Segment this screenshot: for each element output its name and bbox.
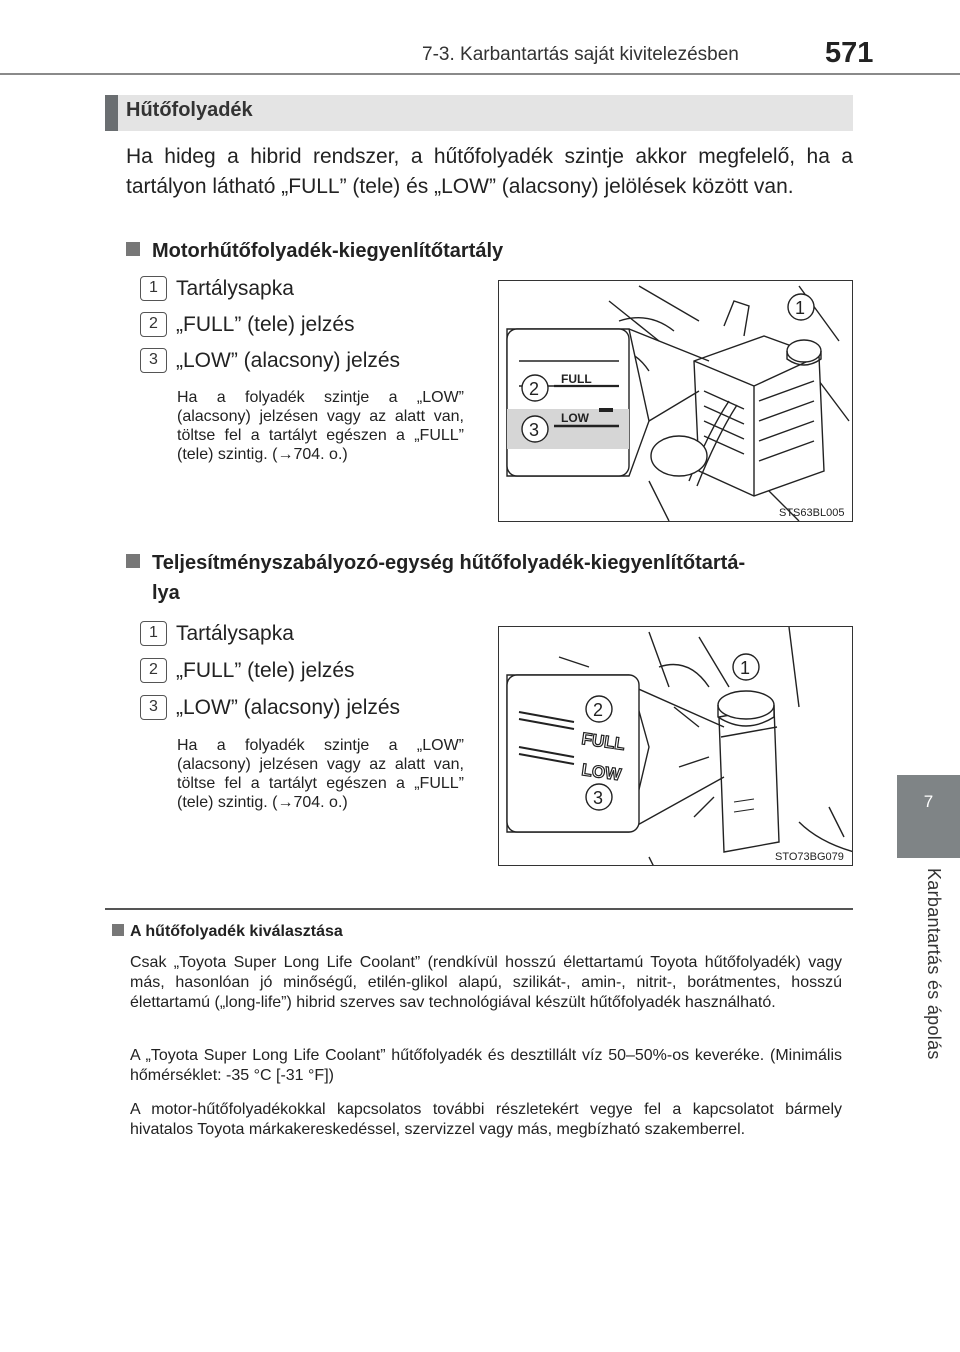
page-number: 571 [825,37,874,69]
chapter-label: Karbantartás és ápolás [924,868,944,1060]
item-label: „LOW” (alacsony) jelzés [176,696,401,719]
callout-1: 1 [740,658,751,678]
low-mark-label: LOW [561,411,589,425]
low-mark-label: LOW [580,760,623,785]
full-mark-label: FULL [580,729,627,755]
number-badge: 1 [140,621,167,646]
subsection-heading-line2: lya [152,582,180,604]
number-badge: 2 [140,658,167,683]
callout-3: 3 [593,788,604,808]
subsection-heading-text: Motorhűtőfolyadék-kiegyenlítőtartály [152,240,504,262]
coolant-paragraph: A „Toyota Super Long Life Coolant” hűtőfolyadék és desztillált víz 50–50%-os keveréke. (Minimális hőmérséklet: -35 °C [-31 °F]) [130,1047,842,1084]
square-bullet-icon [126,242,140,256]
number-badge: 3 [140,348,167,373]
number-badge: 1 [140,276,167,301]
full-mark-label: FULL [561,372,592,386]
band-title: Hűtőfolyadék [126,99,253,121]
square-bullet-icon [112,924,124,936]
coolant-paragraph: Csak „Toyota Super Long Life Coolant” (rendkívül hosszú élettartamú Toyota hűtőfolyadék) vagy más, hasonlóan jó minőségű, etilén-glikol alapú, szilikát-, amin-, nitrit-, borátmentes, hosszú élettartamú („long-life”) hibrid szerves sav technológiával készült hűtőfolyadék használható. [130,954,842,1011]
chapter-tab: 7 [897,775,960,858]
item-label: „LOW” (alacsony) jelzés [176,349,401,372]
section-separator [105,908,853,910]
pcu-reservoir-drawing [499,627,853,866]
square-bullet-icon [126,554,140,568]
item-label: Tartálysapka [176,622,294,645]
item-label: „FULL” (tele) jelzés [176,313,355,336]
header-rule [0,73,960,75]
callout-3: 3 [529,420,540,440]
engine-reservoir-illustration [498,280,853,522]
item-label: „FULL” (tele) jelzés [176,659,355,682]
coolant-paragraph: A motor-hűtőfolyadékokkal kapcsolatos további részletekért vegye fel a kapcsolatot bármely hivatalos Toyota márkakereskedéssel, szervizzel vagy más, megbízható szakemberrel. [130,1101,842,1138]
subsection-heading-line1: Teljesítményszabályozó-egység hűtőfolyadék-kiegyenlítőtartá- [152,552,746,574]
number-badge: 3 [140,695,167,720]
engine-reservoir-drawing [499,281,853,522]
figure-code: STO73BG079 [775,851,844,863]
intro-paragraph: Ha hideg a hibrid rendszer, a hűtőfolyadék szintje akkor megfelelő, ha a tartályon látható „FULL” (tele) és „LOW” (alacsony) jelölések között van. [126,145,853,198]
callout-2: 2 [593,700,604,720]
subsection-heading-pcu-reservoir [126,548,853,608]
refill-note: Ha a folyadék szintje a „LOW” (alacsony) jelzésen vagy az alatt van, töltse fel a tartályt egészen a „FULL” (tele) szintig. (→704. o.) [177,389,464,463]
section-title: 7-3. Karbantartás saját kivitelezésben [422,44,739,65]
pcu-reservoir-illustration [498,626,853,866]
number-badge: 2 [140,312,167,337]
callout-1: 1 [795,298,806,318]
figure-code: STS63BL005 [779,507,845,519]
coolant-selection-heading [112,923,343,941]
refill-note: Ha a folyadék szintje a „LOW” (alacsony) jelzésen vagy az alatt van, töltse fel a tartályt egészen a „FULL” (tele) szintig. (→704. o.) [177,737,464,811]
item-label: Tartálysapka [176,277,294,300]
callout-2: 2 [529,379,540,399]
subsection-heading-engine-reservoir [126,236,503,266]
coolant-selection-heading-text: A hűtőfolyadék kiválasztása [130,923,343,940]
